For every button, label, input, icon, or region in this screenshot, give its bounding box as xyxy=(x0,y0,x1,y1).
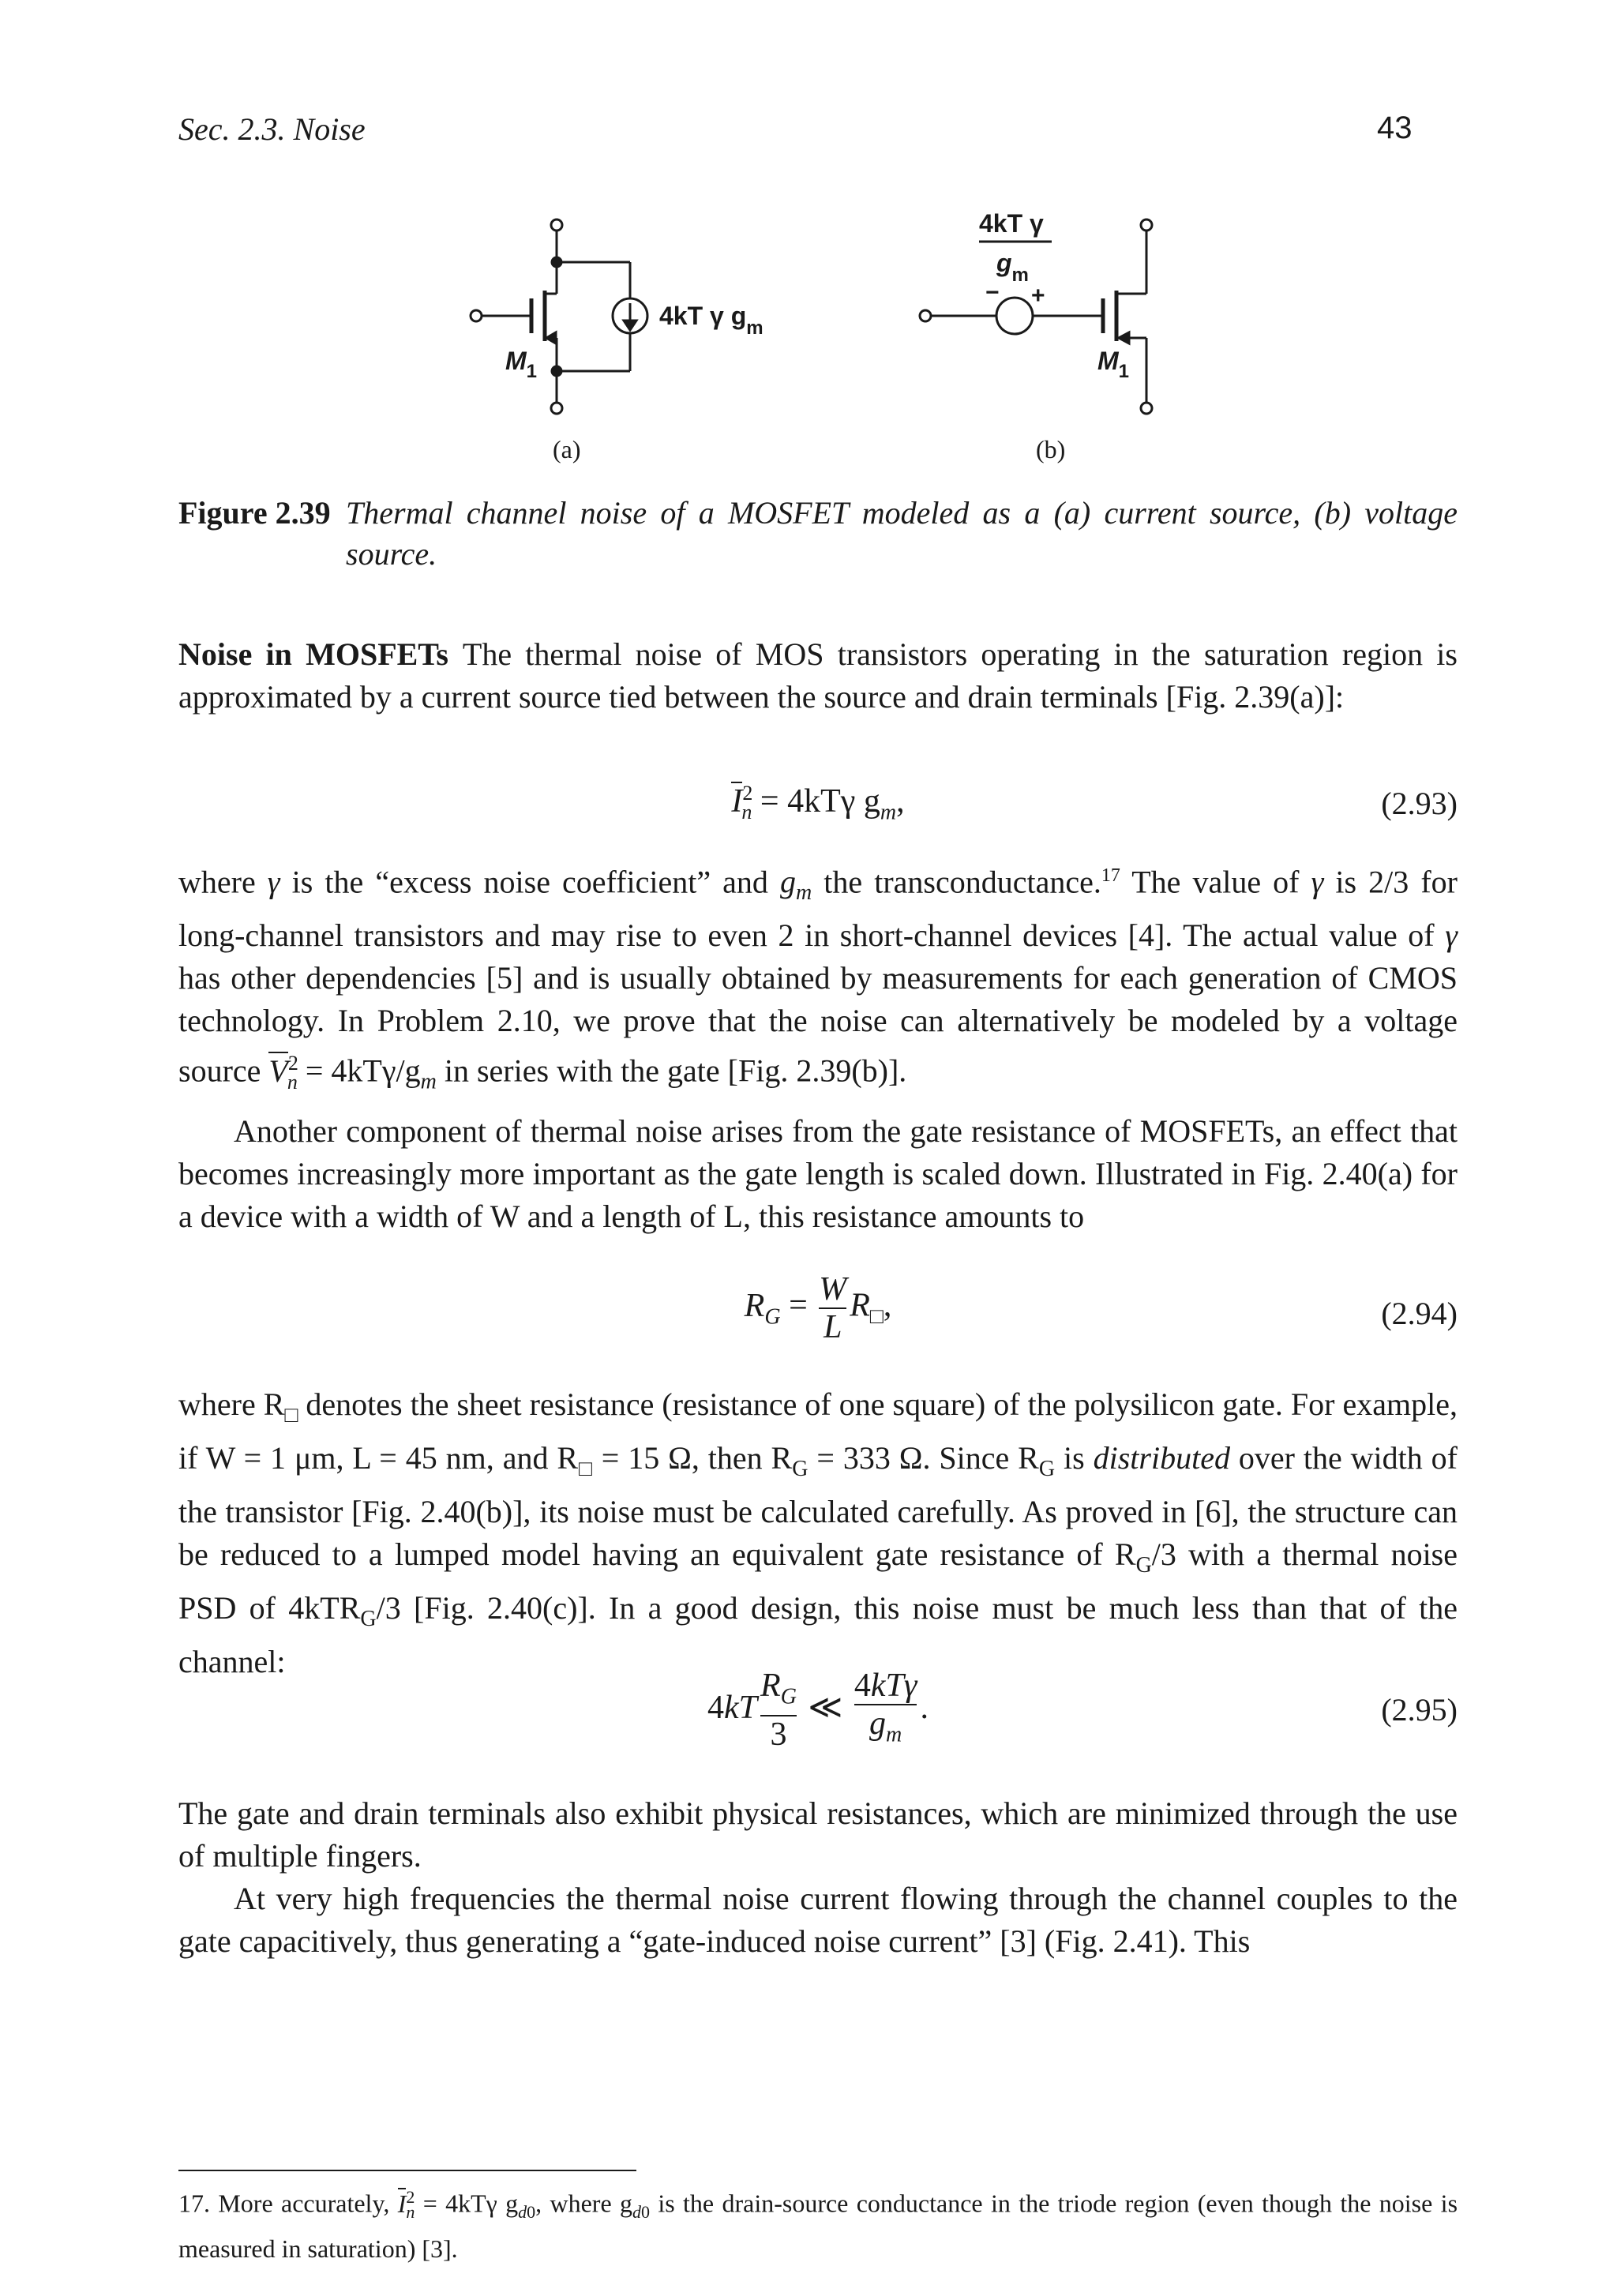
paragraph-sheet-resistance: where $R_□$ denotes the sheet resistance (resistance of one square) of the polysilicon gate. For example, if W = 1 μm, L = 45 nm, and $R_□ = 15$ Ω, then $R_G = 333$ Ω. Since $R_G$ is distributed over the width of the transistor [Fig. 2.40(b)], its noise must be calculated carefully. As proved in [6], the structure can be reduced to a lumped model having an equivalent gate resistance of $R_G/3$ with a thermal noise PSD of 4kTR$_G$/3 [Fig. 2.40(c)]. In a good design, this noise must be much less than that of the channel: xyxy=(178,1386,1458,1679)
running-header-section: Sec. 2.3. Noise xyxy=(178,111,366,147)
equation-number: (2.93) xyxy=(1381,786,1458,821)
device-label-b: $M_1$ xyxy=(1097,347,1130,382)
noise-voltage-numerator: 4kT γ xyxy=(979,209,1044,238)
gate-terminal-b xyxy=(920,310,931,321)
figure-2-39-diagram xyxy=(0,0,1617,474)
device-label-a: $M_1$ xyxy=(505,347,538,382)
equation-2-93: $I^2_n = 4kT\gamma$ $g_m$, (2.93) xyxy=(731,782,1458,825)
footnote-marker: 17 xyxy=(1101,865,1120,886)
noise-current-label: 4kT γ $g_m$ xyxy=(659,302,763,339)
equation-2-94: $R_G$ = $\frac{W}{L}$ $R_□$, (2.94) xyxy=(744,1271,1458,1345)
circuit-a xyxy=(471,219,647,414)
paragraph-gamma: where γ is the “excess noise coefficient” and $g_m$ the transconductance.$^{17}$ The value of γ is 2/3 for long-channel transistors and may rise to even 2 in short-channel devices [4]. The actual value of γ has other dependencies [5] and is usually obtained by measurements for each generation of CMOS technology. In Problem 2.10, we prove that the noise can alternatively be modeled by a voltage source $V^2_n = 4kT\gamma/g_m$ in series with the gate [Fig. 2.39(b)]. xyxy=(178,864,1458,1094)
run-in-heading: Noise in MOSFETs xyxy=(178,636,448,672)
figure-caption xyxy=(178,493,1458,575)
plus-sign: + xyxy=(1031,283,1045,309)
source-terminal-b xyxy=(1141,403,1152,414)
paragraph-gate-resistance: Another component of thermal noise arises from the gate resistance of MOSFETs, an effect that becomes increasingly more important as the gate length is scaled down. Illustrated in Fig. 2.40(a) for a device with a width of W and a length of L, this resistance amounts to xyxy=(178,1113,1458,1234)
circuit-b xyxy=(920,219,1152,414)
footnote-rule xyxy=(178,2170,636,2171)
figure-caption-text: Thermal channel noise of a MOSFET modeled as a (a) current source, (b) voltage source. xyxy=(346,495,1458,572)
footnote-17: 17. More accurately, $I^2_n = 4kT\gamma$ $g_{d0}$, where $g_{d0}$ is the drain-source conductance in the triode region (even though the noise is measured in saturation) [3]. xyxy=(178,2187,1458,2264)
gate-terminal-a xyxy=(471,310,482,321)
equation-number: (2.95) xyxy=(1381,1692,1458,1728)
equation-2-95: 4kT $\frac{R_G}{3}$ ≪ $\frac{\text{4kTγ}}{g_m}$ . (2.95) xyxy=(707,1668,1458,1754)
paragraph-fingers: The gate and drain terminals also exhibit physical resistances, which are minimized through the use of multiple fingers. xyxy=(178,1795,1458,1874)
source-terminal-a xyxy=(551,403,562,414)
paragraph-noise-in-mosfets: Noise in MOSFETs The thermal noise of MOS transistors operating in the saturation region is approximated by a current source tied between the source and drain terminals [Fig. 2.39(a)]: xyxy=(178,636,1458,715)
page-number: 43 xyxy=(1377,111,1413,145)
drain-terminal-a xyxy=(551,219,562,231)
subfigure-label-b: (b) xyxy=(1036,435,1066,463)
equation-number: (2.94) xyxy=(1381,1296,1458,1331)
noise-voltage-denominator: $g_m$ xyxy=(996,249,1029,286)
figure-label: Figure 2.39 xyxy=(178,495,331,531)
minus-sign: − xyxy=(985,279,1000,306)
drain-terminal-b xyxy=(1141,219,1152,231)
subfigure-label-a: (a) xyxy=(553,435,581,463)
paragraph-gate-induced-noise: At very high frequencies the thermal noise current flowing through the channel couples to the gate capacitively, thus generating a “gate-induced noise current” [3] (Fig. 2.41). This xyxy=(178,1881,1458,1959)
noise-voltage-source xyxy=(996,298,1033,334)
